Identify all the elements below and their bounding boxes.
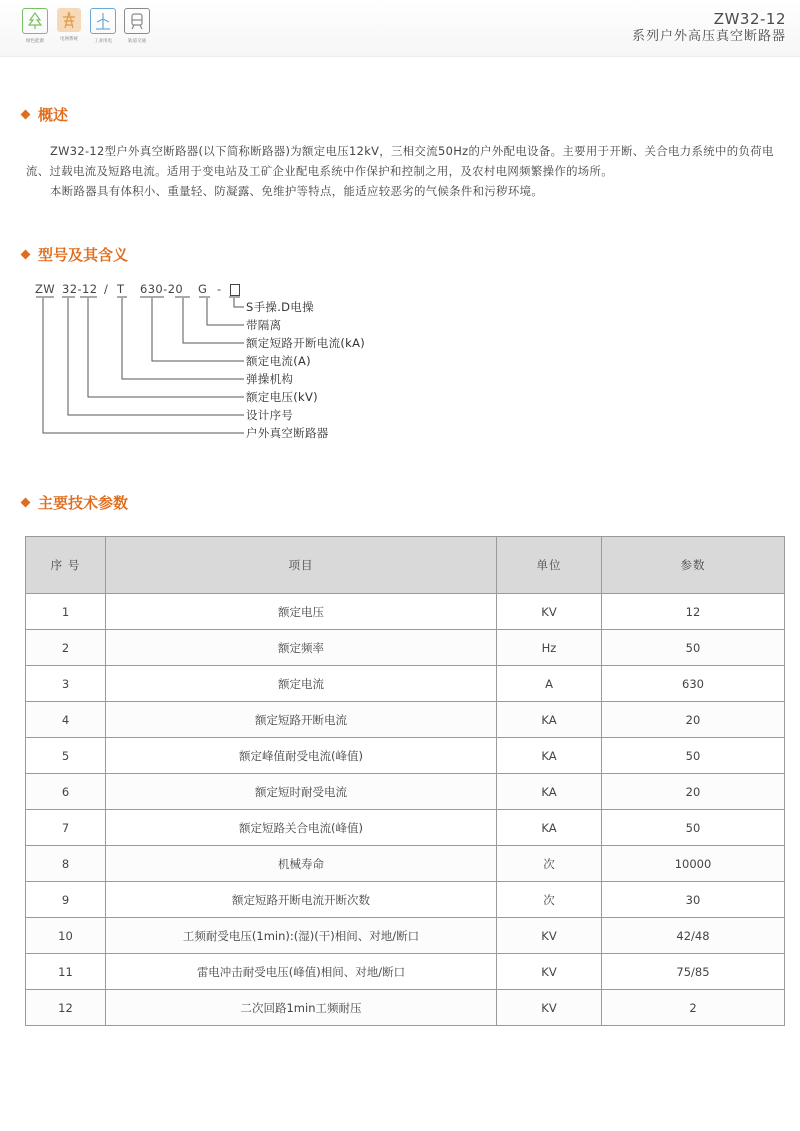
row-item: 二次回路1min工频耐压	[106, 990, 497, 1026]
code-part-voltage: 32-12	[62, 282, 98, 296]
row-index: 4	[26, 702, 106, 738]
table-row	[26, 630, 785, 666]
row-unit: KA	[497, 738, 602, 774]
row-index: 12	[26, 990, 106, 1026]
legend-spring-mechanism: 弹操机构	[246, 372, 294, 386]
overview-paragraph-1: ZW32-12型户外真空断路器(以下简称断路器)为额定电压12kV，三相交流50Hz的户外配电设备。主要用于开断、关合电力系统中的负荷电流、过载电流及短路电流。适用于变电站及工矿企业配电系统中作保护和控制之用，及农村电网频繁操作的场所。	[26, 144, 774, 178]
row-item: 额定短路开断电流	[106, 702, 497, 738]
code-part-zw: ZW	[35, 282, 56, 296]
row-index: 9	[26, 882, 106, 918]
row-item: 机械寿命	[106, 846, 497, 882]
row-item: 额定峰值耐受电流(峰值)	[106, 738, 497, 774]
row-value: 20	[602, 702, 785, 738]
category-green-energy: 绿色能源	[20, 8, 50, 44]
overview-section-title: 概述	[22, 104, 68, 125]
row-item: 工频耐受电压(1min):(湿)(干)相间、对地/断口	[106, 918, 497, 954]
specs-table	[25, 536, 785, 1026]
legend-design-number: 设计序号	[246, 408, 294, 422]
code-part-mechanism: T	[117, 282, 125, 296]
row-value: 42/48	[602, 918, 785, 954]
table-row	[26, 666, 785, 702]
row-item: 额定短时耐受电流	[106, 774, 497, 810]
legend-rated-voltage: 额定电压(kV)	[246, 390, 318, 404]
legend-isolation: 带隔离	[246, 318, 282, 332]
model-bracket-lines	[0, 0, 800, 460]
row-index: 7	[26, 810, 106, 846]
row-value: 12	[602, 594, 785, 630]
row-unit: KV	[497, 990, 602, 1026]
row-item: 额定频率	[106, 630, 497, 666]
row-unit: KV	[497, 918, 602, 954]
model-meaning-section-title: 型号及其含义	[22, 244, 128, 265]
table-row	[26, 810, 785, 846]
category-industrial-power: 工业用电	[88, 8, 118, 44]
diamond-bullet-icon	[21, 498, 31, 508]
table-row	[26, 990, 785, 1026]
table-header-row	[26, 537, 785, 594]
legend-rated-current: 额定电流(A)	[246, 354, 311, 368]
row-value: 10000	[602, 846, 785, 882]
row-value: 2	[602, 990, 785, 1026]
row-value: 30	[602, 882, 785, 918]
row-value: 50	[602, 810, 785, 846]
row-unit: A	[497, 666, 602, 702]
row-index: 10	[26, 918, 106, 954]
row-value: 630	[602, 666, 785, 702]
row-value: 75/85	[602, 954, 785, 990]
table-row	[26, 882, 785, 918]
row-value: 50	[602, 738, 785, 774]
specs-section-title: 主要技术参数	[22, 492, 128, 513]
table-row	[26, 738, 785, 774]
legend-outdoor-breaker: 户外真空断路器	[246, 426, 329, 440]
row-unit: KA	[497, 702, 602, 738]
table-row	[26, 918, 785, 954]
table-row	[26, 954, 785, 990]
code-part-dash: -	[217, 282, 222, 296]
row-unit: KA	[497, 810, 602, 846]
row-index: 5	[26, 738, 106, 774]
column-header-value: 参数	[602, 537, 785, 594]
row-index: 6	[26, 774, 106, 810]
row-value: 50	[602, 630, 785, 666]
table-row	[26, 594, 785, 630]
legend-breaking-current: 额定短路开断电流(kA)	[246, 336, 366, 350]
code-part-isolation: G	[198, 282, 208, 296]
row-unit: 次	[497, 882, 602, 918]
overview-paragraph-2: 本断路器具有体积小、重量轻、防凝露、免维护等特点，能适应较恶劣的气候条件和污秽环境。	[50, 184, 544, 198]
category-rail-transit: 轨道交通	[122, 8, 152, 44]
row-unit: KV	[497, 594, 602, 630]
row-unit: 次	[497, 846, 602, 882]
row-index: 8	[26, 846, 106, 882]
table-row	[26, 774, 785, 810]
row-index: 2	[26, 630, 106, 666]
row-unit: KV	[497, 954, 602, 990]
column-header-index: 序 号	[26, 537, 106, 594]
column-header-unit: 单位	[497, 537, 602, 594]
row-item: 额定短路开断电流开断次数	[106, 882, 497, 918]
row-index: 1	[26, 594, 106, 630]
row-unit: KA	[497, 774, 602, 810]
table-row	[26, 702, 785, 738]
header-series: 系列户外高压真空断路器	[631, 29, 786, 44]
row-index: 11	[26, 954, 106, 990]
code-part-slash: /	[104, 282, 109, 296]
header-model: ZW32-12	[713, 10, 786, 28]
row-item: 额定电压	[106, 594, 497, 630]
column-header-item: 项目	[106, 537, 497, 594]
code-part-current: 630-20	[140, 282, 184, 296]
row-index: 3	[26, 666, 106, 702]
category-grid-system: 电网系统	[54, 8, 84, 44]
row-unit: Hz	[497, 630, 602, 666]
legend-operation-type: S手操.D电操	[246, 300, 314, 314]
row-item: 额定短路关合电流(峰值)	[106, 810, 497, 846]
row-item: 雷电冲击耐受电压(峰值)相间、对地/断口	[106, 954, 497, 990]
table-row	[26, 846, 785, 882]
row-item: 额定电流	[106, 666, 497, 702]
row-value: 20	[602, 774, 785, 810]
